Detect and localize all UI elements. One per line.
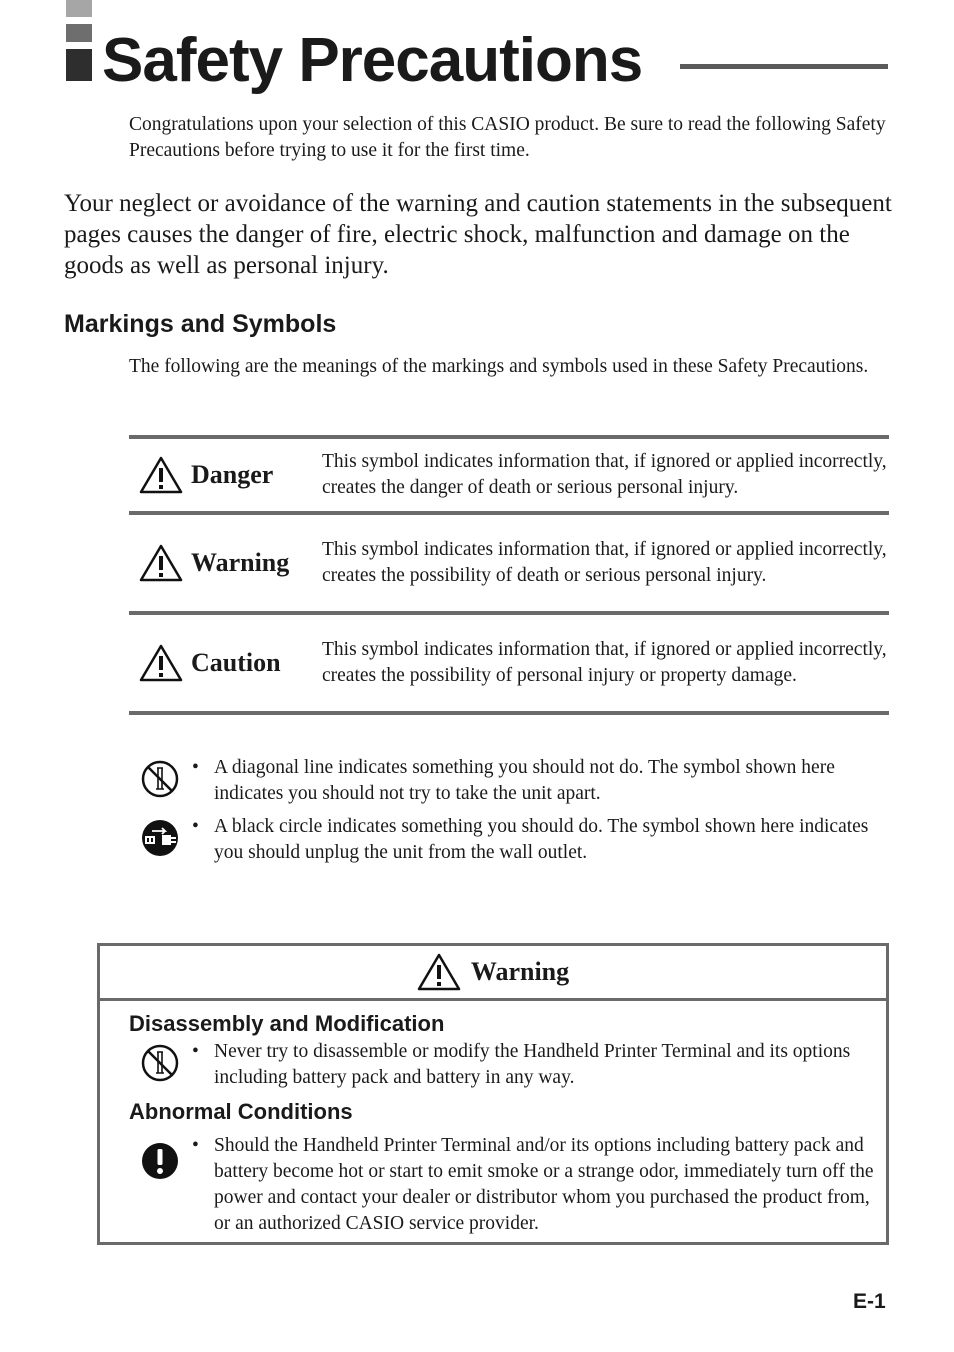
warning-triangle-icon bbox=[417, 953, 461, 991]
warning-box-title: Warning bbox=[470, 957, 570, 986]
lead-paragraph: Your neglect or avoidance of the warning and caution statements in the subsequent pages causes the danger of fire, electric shock, malfunction and damage on the goods as well as personal injury. bbox=[64, 190, 892, 279]
page-number: E-1 bbox=[853, 1290, 886, 1313]
symbols-table bbox=[129, 435, 889, 715]
warning-box bbox=[97, 943, 889, 1245]
symbol-label-caution: Caution bbox=[191, 648, 281, 677]
symbol-row-caution bbox=[129, 615, 889, 711]
section-text: Should the Handheld Printer Terminal and/or its options including battery pack and battery become hot or start to emit smoke or a strange odor, immediately turn off the power and contact your dealer or distributor whom you purchased the product from, or an authorized CASIO service provider. bbox=[214, 1135, 874, 1234]
section-heading-disassembly: Disassembly and Modification bbox=[129, 1011, 445, 1036]
symbol-label-warning: Warning bbox=[191, 548, 290, 577]
list-item: • A diagonal line indicates something you should not do. The symbol shown here indicates you should not try to take the unit apart. bbox=[140, 755, 880, 807]
no-disassembly-icon bbox=[140, 1043, 180, 1083]
warning-triangle-icon bbox=[139, 644, 183, 682]
symbol-notes bbox=[140, 755, 880, 873]
note-text: A black circle indicates something you should do. The symbol shown here indicates you should unplug the unit from the wall outlet. bbox=[214, 816, 869, 863]
note-text: A diagonal line indicates something you should not do. The symbol shown here indicates you should not try to take the unit apart. bbox=[214, 757, 835, 804]
title-decoration bbox=[66, 0, 92, 88]
title-rule bbox=[680, 64, 888, 69]
page-title: Safety Precautions bbox=[102, 26, 643, 95]
markings-intro: The following are the meanings of the markings and symbols used in these Safety Precautions. bbox=[129, 356, 869, 377]
section-heading-abnormal: Abnormal Conditions bbox=[129, 1099, 353, 1124]
symbol-row-danger bbox=[129, 439, 889, 511]
list-item: • Should the Handheld Printer Terminal and/or its options including battery pack and battery become hot or start to emit smoke or a strange odor, immediately turn off the power and contact your dealer or distributor whom you purchased the product from, or an authorized CASIO service provider. bbox=[140, 1133, 875, 1237]
list-item: • A black circle indicates something you should do. The symbol shown here indicates you should unplug the unit from the wall outlet. bbox=[140, 814, 880, 866]
symbol-desc-warning: This symbol indicates information that, if ignored or applied incorrectly, creates the possibility of death or serious personal injury. bbox=[322, 539, 887, 586]
unplug-icon bbox=[140, 818, 180, 858]
warning-triangle-icon bbox=[139, 544, 183, 582]
section-text: Never try to disassemble or modify the Handheld Printer Terminal and its options including battery pack and battery in any way. bbox=[214, 1041, 851, 1088]
markings-heading: Markings and Symbols bbox=[64, 310, 337, 338]
exclamation-icon bbox=[140, 1141, 180, 1181]
list-item: • Never try to disassemble or modify the Handheld Printer Terminal and its options including battery pack and battery in any way. bbox=[140, 1039, 875, 1091]
symbol-desc-caution: This symbol indicates information that, if ignored or applied incorrectly, creates the possibility of personal injury or property damage. bbox=[322, 639, 887, 686]
no-disassembly-icon bbox=[140, 759, 180, 799]
symbol-desc-danger: This symbol indicates information that, if ignored or applied incorrectly, creates the danger of death or serious personal injury. bbox=[322, 451, 887, 498]
intro-paragraph: Congratulations upon your selection of this CASIO product. Be sure to read the following Safety Precautions before trying to use it for the first time. bbox=[129, 114, 886, 161]
symbol-row-warning bbox=[129, 515, 889, 611]
warning-box-header bbox=[100, 946, 886, 1001]
warning-triangle-icon bbox=[139, 456, 183, 494]
symbol-label-danger: Danger bbox=[191, 460, 274, 489]
